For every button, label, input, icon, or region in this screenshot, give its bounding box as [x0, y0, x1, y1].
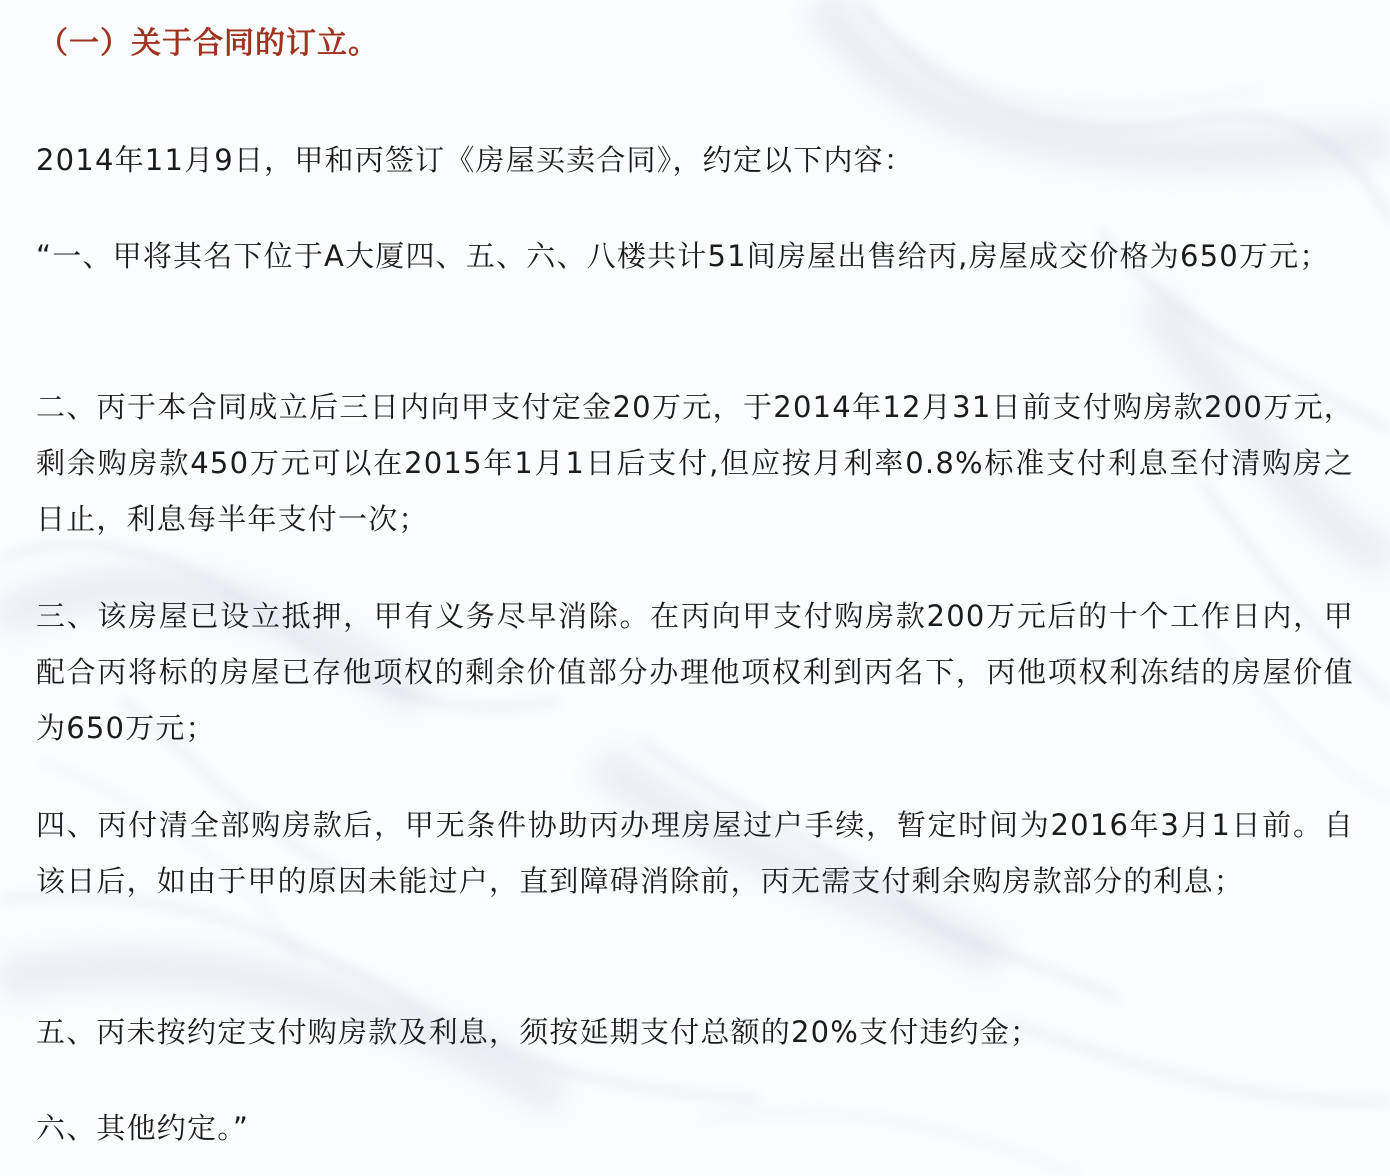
- clause-3-paragraph: 三、该房屋已设立抵押，甲有义务尽早消除。在丙向甲支付购房款200万元后的十个工作日内，甲配合丙将标的房屋已存他项权的剩余价值部分办理他项权利到丙名下，丙他项权利冻结的房屋价值为650万元；: [36, 599, 1354, 745]
- clause-5-paragraph: 五、丙未按约定支付购房款及利息，须按延期支付总额的20%支付违约金；: [36, 1015, 1041, 1049]
- section-heading: （一）关于合同的订立。: [38, 26, 379, 61]
- intro-paragraph: 2014年11月9日，甲和丙签订《房屋买卖合同》，约定以下内容：: [36, 143, 915, 177]
- clause-4-paragraph: 四、丙付清全部购房款后，甲无条件协助丙办理房屋过户手续，暂定时间为2016年3月1日前。自该日后，如由于甲的原因未能过户，直到障碍消除前，丙无需支付剩余购房款部分的利息；: [36, 808, 1354, 898]
- clause-6-paragraph: 六、其他约定。”: [36, 1111, 250, 1145]
- clause-1-paragraph: “一、甲将其名下位于A大厦四、五、六、八楼共计51间房屋出售给丙,房屋成交价格为650万元；: [36, 239, 1330, 273]
- clause-2-paragraph: 二、丙于本合同成立后三日内向甲支付定金20万元，于2014年12月31日前支付购房款200万元，剩余购房款450万元可以在2015年1月1日后支付,但应按月利率0.8%标准支付利息至付清购房之日止，利息每半年支付一次；: [36, 390, 1354, 536]
